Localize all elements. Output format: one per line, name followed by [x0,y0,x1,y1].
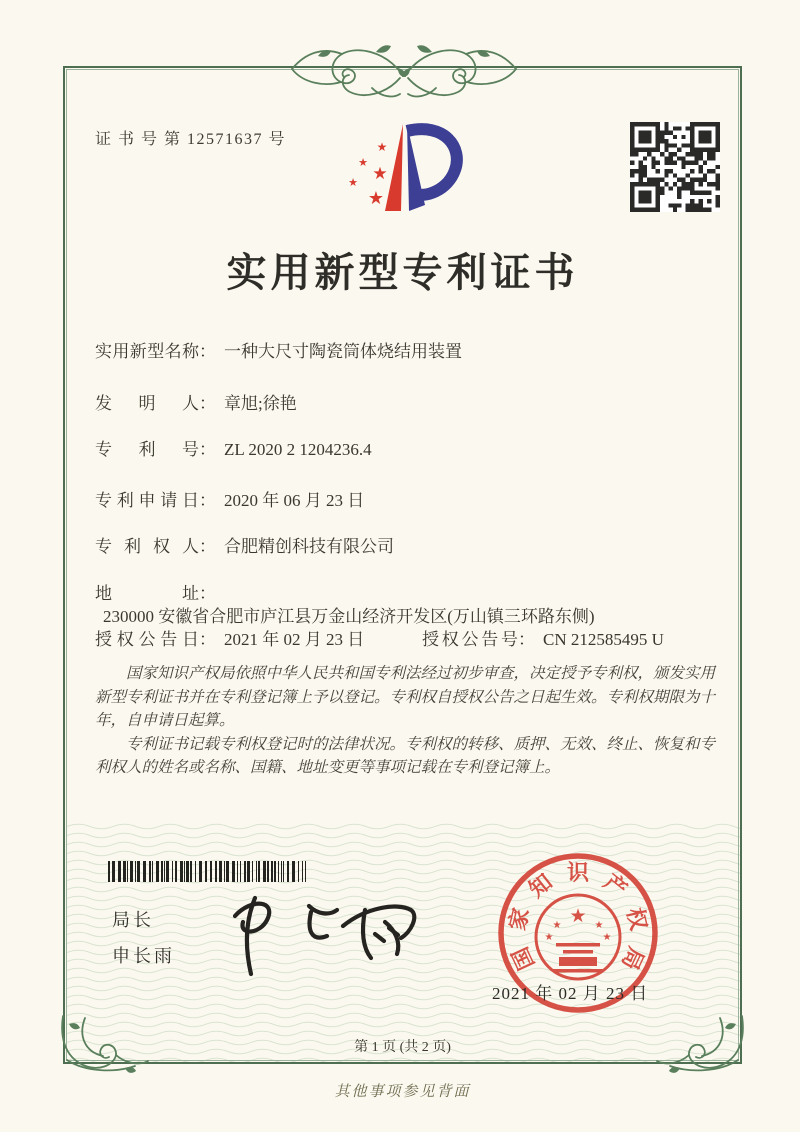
field-label: 实用新型名称 [95,342,199,361]
field-label: 发明人 [95,394,199,413]
patent-number-value: ZL 2020 2 1204236.4 [224,440,372,459]
page-number: 第 1 页 (共 2 页) [354,1040,451,1055]
field-row-patent-number [95,438,727,461]
inventor-value: 章旭;徐艳 [224,394,297,413]
field-label: 授权公告日 [95,630,199,649]
national-emblem-icon [536,895,620,979]
certificate-title: 实用新型专利证书 [226,250,579,295]
filing-date-value: 2020 年 06 月 23 日 [224,491,365,510]
grant-number-value: CN 212585495 U [543,630,664,649]
certificate-number: 证 书 号 第 12571637 号 [95,131,287,148]
barcode [108,861,308,882]
field-row-filing-date [95,489,727,512]
field-label: 专利号 [95,440,199,459]
field-row-utility-model-name [95,340,727,363]
commissioner-name: 申长雨 [112,946,175,966]
address-value: 230000 安徽省合肥市庐江县万金山经济开发区(万山镇三环路东侧) [103,607,595,626]
field-colon: ： [199,491,216,510]
seal-date: 2021 年 02 月 23 日 [492,984,649,1003]
svg-text:★: ★ [602,932,612,943]
svg-text:知: 知 [524,868,557,903]
legal-paragraph-2: 专利证书记载专利权登记时的法律状况。专利权的转移、质押、无效、终止、恢复和专利权人的姓名或名称、国籍、地址变更等事项记载在专利登记簿上。 [95,735,716,776]
field-label: 地址 [95,584,199,603]
back-side-note: 其他事项参见背面 [334,1084,471,1100]
svg-text:家: 家 [504,905,534,933]
field-colon: ： [199,440,216,459]
field-row-patentee [95,535,727,558]
svg-text:★: ★ [372,164,388,183]
svg-text:★: ★ [594,920,604,931]
grant-date-value: 2021 年 02 月 23 日 [224,630,365,649]
svg-text:★: ★ [358,157,368,169]
svg-text:局: 局 [616,943,649,974]
svg-text:国: 国 [507,943,540,974]
field-row-inventor [95,392,727,415]
field-colon: ： [199,537,216,556]
field-row-address [95,582,727,628]
field-label: 专利权人 [95,537,199,556]
field-colon: ： [199,394,216,413]
field-row-grant [95,628,727,651]
svg-text:权: 权 [622,905,652,933]
field-colon: ： [199,630,216,649]
legal-paragraph-1: 国家知识产权局依照中华人民共和国专利法经过初步审查，决定授予专利权，颁发实用新型专利证书并在专利登记簿上予以登记。专利权自授权公告之日起生效。专利权期限为十年，自申请日起算。 [95,665,716,729]
svg-text:★: ★ [569,906,587,927]
field-colon: ： [518,630,535,649]
patentee-value: 合肥精创科技有限公司 [224,537,394,556]
legal-text-block [95,662,723,780]
field-label: 专利申请日 [95,491,199,510]
grant-number-pair [422,628,664,651]
utility-model-name-value: 一种大尺寸陶瓷筒体烧结用装置 [224,342,462,361]
svg-text:★: ★ [367,188,385,208]
svg-text:产: 产 [599,868,632,903]
commissioner-title: 局长 [112,910,154,930]
field-colon: ： [199,584,216,603]
field-label: 授权公告号 [422,630,518,649]
svg-text:★: ★ [348,177,358,189]
cnipa-logo-icon [345,118,480,218]
svg-text:识: 识 [566,860,590,885]
svg-text:★: ★ [552,920,562,931]
field-colon: ： [199,342,216,361]
qr-code [630,122,720,212]
top-flourish-ornament-icon [288,42,520,102]
svg-text:★: ★ [544,932,554,943]
svg-text:★: ★ [376,140,388,154]
commissioner-signature-icon [215,882,420,987]
